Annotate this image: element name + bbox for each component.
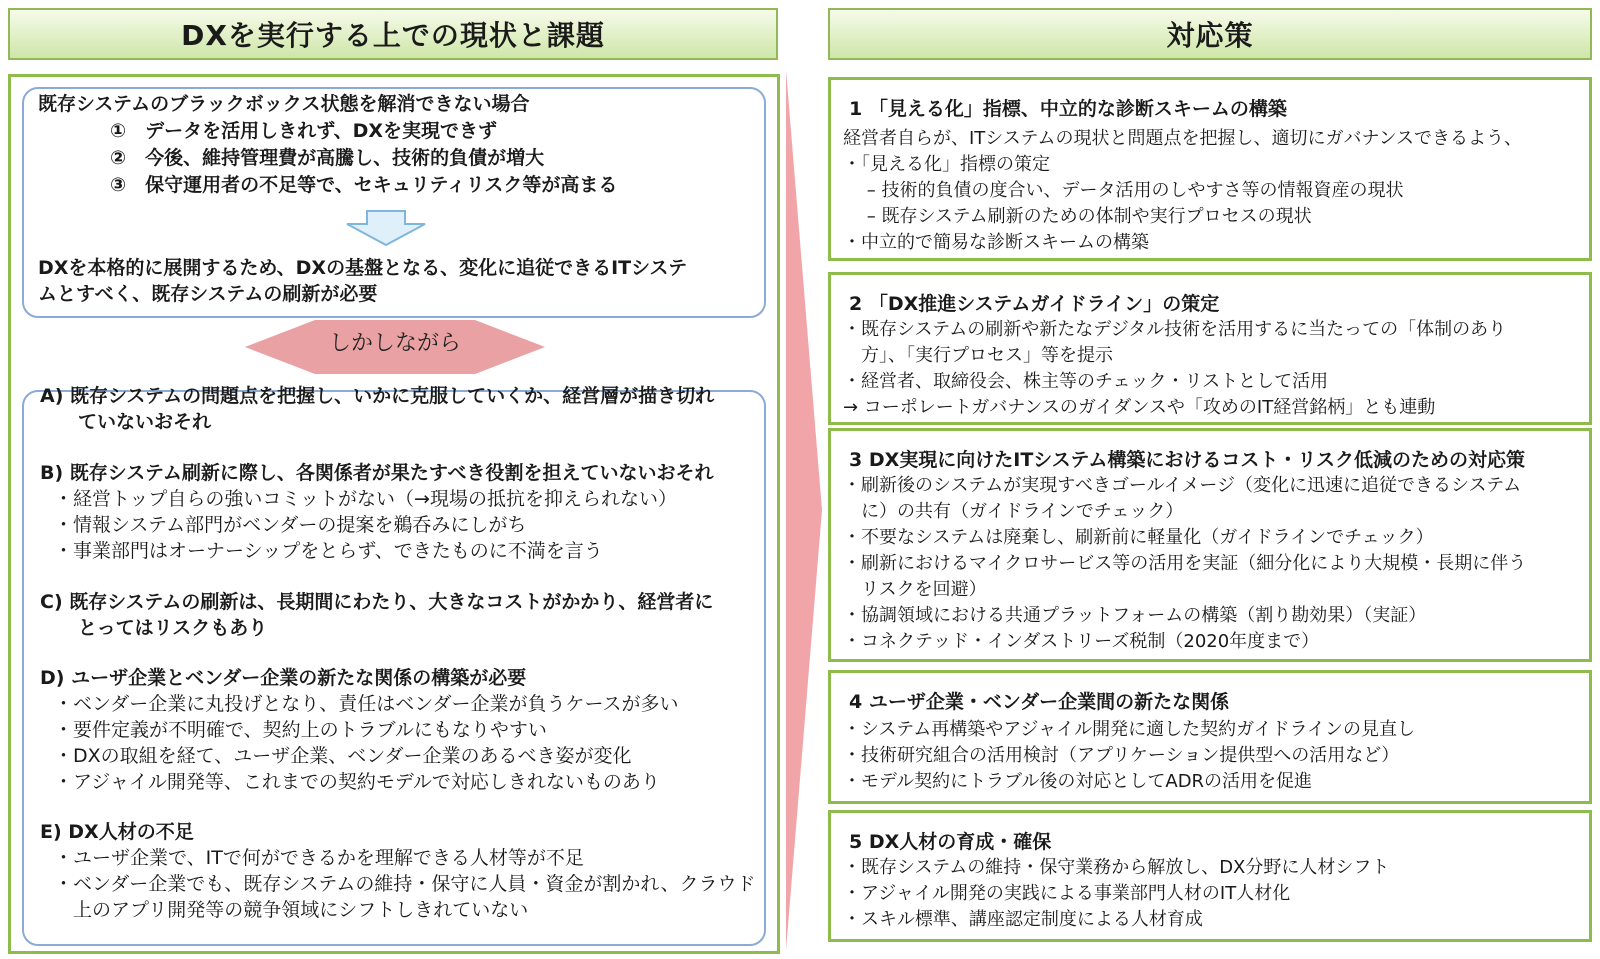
issue-b-bullet-2: ・情報システム部門がベンダーの提案を鵜呑みにしがち (54, 514, 527, 536)
measure-1-line-2: ・「見える化」指標の策定 (843, 154, 1050, 175)
measure-3-line-4: ・刷新におけるマイクロサービス等の活用を実証（細分化により大規模・長期に伴う (843, 553, 1527, 574)
measure-1-line-5: ・中立的で簡易な診断スキームの構築 (843, 232, 1149, 253)
conclusion-line-1: DXを本格的に展開するため、DXの基盤となる、変化に追従できるITシステ (38, 257, 688, 279)
measure-4-line-1: ・システム再構築やアジャイル開発に適した契約ガイドラインの見直し (843, 719, 1416, 740)
measure-5-title: 5 DX人材の育成・確保 (849, 831, 1052, 853)
status-lead: 既存システムのブラックボックス状態を解消できない場合 (38, 93, 530, 115)
issue-e-bullet-3: 上のアプリ開発等の競争領域にシフトしきれていない (54, 899, 529, 921)
left-panel-header: DXを実行する上での現状と課題 (8, 8, 778, 60)
measure-4-title: 4 ユーザ企業・ベンダー企業間の新たな関係 (849, 691, 1230, 713)
measure-section-2 (828, 272, 1592, 425)
status-item-1: ① データを活用しきれず、DXを実現できず (110, 120, 497, 142)
issue-e-bullet-2: ・ベンダー企業でも、既存システムの維持・保守に人員・資金が割かれ、クラウド (54, 873, 756, 895)
issue-b-bullet-3: ・事業部門はオーナーシップをとらず、できたものに不満を言う (54, 540, 603, 562)
measure-1-line-1: 経営者自らが、ITシステムの現状と問題点を把握し、適切にガバナンスできるよう、 (843, 128, 1523, 149)
however-banner-label: しかしながら (328, 331, 461, 356)
issue-c-title-1: C) 既存システムの刷新は、長期間にわたり、大きなコストがかかり、経営者に (40, 591, 714, 613)
issue-d-bullet-1: ・ベンダー企業に丸投げとなり、責任はベンダー企業が負うケースが多い (54, 693, 679, 715)
measure-3-line-1: ・刷新後のシステムが実現すべきゴールイメージ（変化に迅速に追従できるシステム (843, 475, 1522, 496)
issue-a-title-2: ていないおそれ (78, 411, 212, 433)
measure-3-line-7: ・コネクテッド・インダストリーズ税制（2020年度まで） (843, 631, 1320, 652)
issue-c-title-2: とってはリスクもあり (78, 617, 268, 639)
measure-1-line-3: – 技術的負債の度合い、データ活用のしやすさ等の情報資産の現状 (843, 180, 1404, 201)
status-item-3: ③ 保守運用者の不足等で、セキュリティリスク等が高まる (110, 174, 618, 196)
measure-5-line-3: ・スキル標準、講座認定制度による人材育成 (843, 909, 1203, 930)
issue-e-title: E) DX人材の不足 (40, 821, 194, 843)
measure-2-line-1: ・既存システムの刷新や新たなデジタル技術を活用するに当たっての「体制のあり (843, 319, 1507, 340)
measure-2-line-2: 方」、「実行プロセス」等を提示 (843, 345, 1113, 366)
issue-d-bullet-4: ・アジャイル開発等、これまでの契約モデルで対応しきれないものあり (54, 771, 660, 793)
measure-3-line-5: リスクを回避） (843, 579, 987, 600)
measure-section-3 (828, 428, 1592, 662)
status-item-2: ② 今後、維持管理費が高騰し、技術的負債が増大 (110, 147, 545, 169)
measure-4-line-2: ・技術研究組合の活用検討（アプリケーション提供型への活用など） (843, 745, 1400, 766)
measure-2-line-4: → コーポレートガバナンスのガイダンスや「攻めのIT経営銘柄」とも連動 (843, 397, 1436, 418)
measure-3-title: 3 DX実現に向けたITシステム構築におけるコスト・リスク低減のための対応策 (849, 449, 1526, 471)
measure-4-line-3: ・モデル契約にトラブル後の対応としてADRの活用を促進 (843, 771, 1313, 792)
issue-d-bullet-2: ・要件定義が不明確で、契約上のトラブルにもなりやすい (54, 719, 547, 741)
measure-section-5 (828, 810, 1592, 942)
issue-e-bullet-1: ・ユーザ企業で、ITで何ができるかを理解できる人材等が不足 (54, 847, 584, 869)
measure-2-title: 2 「DX推進システムガイドライン」の策定 (849, 293, 1220, 315)
issue-b-bullet-1: ・経営トップ自らの強いコミットがない（→現場の抵抗を抑えられない） (54, 488, 677, 510)
measure-3-line-2: に）の共有（ガイドラインでチェック） (843, 501, 1184, 522)
measure-3-line-6: ・協調領域における共通プラットフォームの構築（割り勘効果）（実証） (843, 605, 1427, 626)
measure-2-line-3: ・経営者、取締役会、株主等のチェック・リストとして活用 (843, 371, 1329, 392)
measure-5-line-2: ・アジャイル開発の実践による事業部門人材のIT人材化 (843, 883, 1291, 904)
issue-b-title: B) 既存システム刷新に際し、各関係者が果たすべき役割を担えていないおそれ (40, 462, 714, 484)
measure-1-line-4: – 既存システム刷新のための体制や実行プロセスの現状 (843, 206, 1312, 227)
right-panel-header: 対応策 (828, 8, 1592, 60)
measure-3-line-3: ・不要なシステムは廃棄し、刷新前に軽量化（ガイドラインでチェック） (843, 527, 1434, 548)
down-arrow-icon (345, 210, 427, 246)
conclusion-line-2: ムとすべく、既存システムの刷新が必要 (38, 283, 378, 305)
measure-section-1 (828, 77, 1592, 261)
measure-1-title: 1 「見える化」指標、中立的な診断スキームの構築 (849, 98, 1287, 120)
issue-d-bullet-3: ・DXの取組を経て、ユーザ企業、ベンダー企業のあるべき姿が変化 (54, 745, 632, 767)
flow-chevron-icon (786, 70, 822, 950)
measure-5-line-1: ・既存システムの維持・保守業務から解放し、DX分野に人材シフト (843, 857, 1390, 878)
issue-a-title-1: A) 既存システムの問題点を把握し、いかに克服していくか、経営層が描き切れ (40, 385, 715, 407)
measure-section-4 (828, 670, 1592, 804)
issue-d-title: D) ユーザ企業とベンダー企業の新たな関係の構築が必要 (40, 667, 527, 689)
